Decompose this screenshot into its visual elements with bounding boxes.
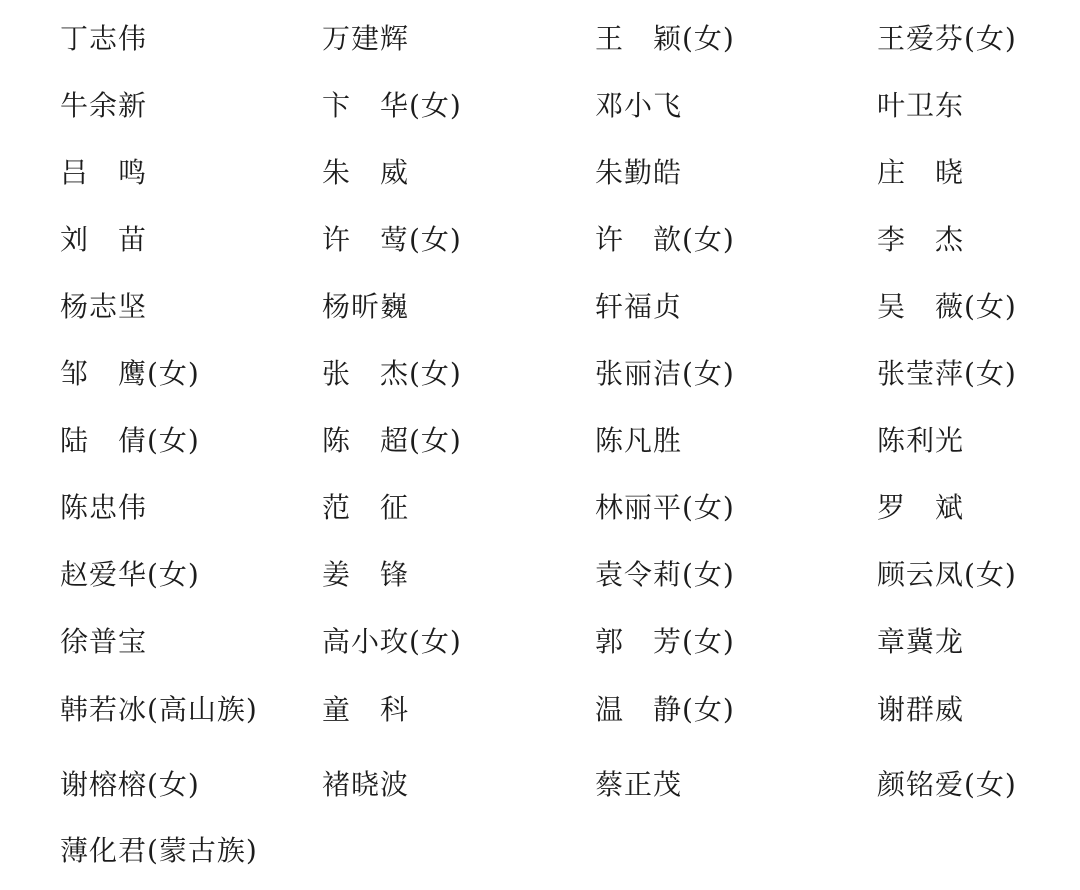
name-cell: 蔡正茂 <box>595 768 683 801</box>
name-cell: 陈利光 <box>877 424 965 457</box>
name-cell: 邓小飞 <box>595 89 683 122</box>
name-cell: 许 歆(女) <box>595 223 735 256</box>
name-cell: 王爱芬(女) <box>877 22 1017 55</box>
name-cell: 朱勤皓 <box>595 156 683 189</box>
name-cell: 丁志伟 <box>60 22 148 55</box>
name-cell: 张 杰(女) <box>322 357 462 390</box>
name-row <box>0 550 1080 600</box>
name-cell: 轩福贞 <box>595 290 683 323</box>
name-cell: 陆 倩(女) <box>60 424 200 457</box>
name-cell: 薄化君(蒙古族) <box>60 834 258 867</box>
name-row <box>0 483 1080 533</box>
name-cell: 吕 鸣 <box>60 156 148 189</box>
name-row <box>0 14 1080 64</box>
name-cell: 张莹萍(女) <box>877 357 1017 390</box>
name-row <box>0 81 1080 131</box>
name-row <box>0 826 1080 876</box>
name-cell: 万建辉 <box>322 22 410 55</box>
name-cell: 范 征 <box>322 491 410 524</box>
name-cell: 韩若冰(高山族) <box>60 693 258 726</box>
name-cell: 杨昕巍 <box>322 290 410 323</box>
name-row <box>0 349 1080 399</box>
name-cell: 庄 晓 <box>877 156 965 189</box>
name-cell: 卞 华(女) <box>322 89 462 122</box>
name-cell: 王 颖(女) <box>595 22 735 55</box>
name-cell: 陈忠伟 <box>60 491 148 524</box>
name-cell: 吴 薇(女) <box>877 290 1017 323</box>
name-cell: 颜铭爱(女) <box>877 768 1017 801</box>
name-cell: 陈 超(女) <box>322 424 462 457</box>
name-cell: 邹 鹰(女) <box>60 357 200 390</box>
name-cell: 陈凡胜 <box>595 424 683 457</box>
name-cell: 张丽洁(女) <box>595 357 735 390</box>
name-cell: 顾云凤(女) <box>877 558 1017 591</box>
name-cell: 徐普宝 <box>60 625 148 658</box>
name-cell: 许 莺(女) <box>322 223 462 256</box>
name-row <box>0 617 1080 667</box>
name-cell: 刘 苗 <box>60 223 148 256</box>
name-cell: 罗 斌 <box>877 491 965 524</box>
name-cell: 赵爱华(女) <box>60 558 200 591</box>
name-cell: 朱 威 <box>322 156 410 189</box>
name-cell: 林丽平(女) <box>595 491 735 524</box>
name-cell: 谢榕榕(女) <box>60 768 200 801</box>
name-cell: 杨志坚 <box>60 290 148 323</box>
name-cell: 谢群威 <box>877 693 965 726</box>
name-row <box>0 416 1080 466</box>
name-cell: 褚晓波 <box>322 768 410 801</box>
name-cell: 高小玫(女) <box>322 625 462 658</box>
name-cell: 叶卫东 <box>877 89 965 122</box>
name-cell: 袁令莉(女) <box>595 558 735 591</box>
name-row <box>0 148 1080 198</box>
name-row <box>0 685 1080 735</box>
name-cell: 李 杰 <box>877 223 965 256</box>
name-cell: 姜 锋 <box>322 558 410 591</box>
name-row <box>0 760 1080 810</box>
name-cell: 郭 芳(女) <box>595 625 735 658</box>
name-cell: 温 静(女) <box>595 693 735 726</box>
name-row <box>0 215 1080 265</box>
name-cell: 章冀龙 <box>877 625 965 658</box>
name-row <box>0 282 1080 332</box>
name-cell: 童 科 <box>322 693 410 726</box>
name-cell: 牛余新 <box>60 89 148 122</box>
